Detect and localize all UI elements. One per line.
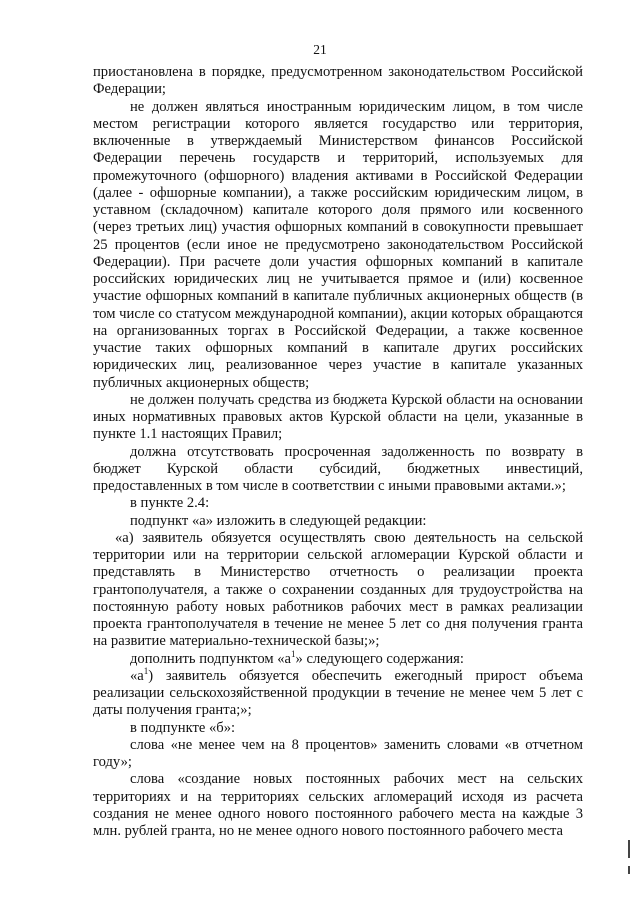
paragraph: не должен являться иностранным юридическим лицом, в том числе местом регистрации которого является государство или территория, включенные в утверждаемый Министерством финансов Российской Федерации перечень государств и территорий, используемых для промежуточного (офшорного) владения активами в Российской Федерации (далее - офшорные компании), а также российским юридическим лицом, в уставном (складочном) капитале которого доля прямого или косвенного (через третьих лиц) участия офшорных компаний в совокупности превышает 25 процентов (если иное не предусмотрено законодательством Российской Федерации). При расчете доли участия офшорных компаний в капитале российских юридических лиц не учитывается прямое и (или) косвенное участие офшорных компаний в капитале публичных акционерных обществ (в том числе со статусом международной компании), акции которых обращаются на организованных торгах в Российской Федерации, а также косвенное участие таких офшорных компаний в капитале других российских юридических лиц, реализованное через участие в капитале указанных публичных акционерных обществ; xyxy=(93,98,583,391)
paragraph: слова «не менее чем на 8 процентов» заменить словами «в отчетном году»; xyxy=(93,736,583,770)
paragraph: «$а^1$) заявитель обязуется обеспечить ежегодный прирост объема реализации сельскохозяйственной продукции в течение не менее чем 5 лет с даты получения гранта;»; xyxy=(93,665,583,719)
superscript-one: 1 xyxy=(143,665,149,676)
scan-edge-mark xyxy=(628,866,630,874)
paragraph: подпункт «а» изложить в следующей редакции: xyxy=(130,512,427,529)
scan-edge-mark xyxy=(628,840,630,858)
superscript-one: 1 xyxy=(291,648,296,659)
paragraph: дополнить подпунктом «$а^1$» следующего содержания: xyxy=(130,648,464,667)
paragraph: «а) заявитель обязуется осуществлять свою деятельность на сельской территории или на территории сельской агломерации Курской области и представлять в Министерство отчетность о реализации проекта грантополучателя, а также о сохранении созданных для трудоустройства на постоянную работу новых работников рабочих мест в рамках реализации проекта грантополучателя в течение не менее 5 лет со дня получения гранта на развитие материально-технической базы;»; xyxy=(93,529,583,650)
paragraph: слова «создание новых постоянных рабочих мест на сельских территориях и на территориях сельских агломераций исходя из расчета создания не менее одного нового постоянного рабочего места на каждые 3 млн. рублей гранта, но не менее одного нового постоянного рабочего места xyxy=(93,771,583,839)
page-number: 21 xyxy=(313,42,327,57)
paragraph: должна отсутствовать просроченная задолженность по возврату в бюджет Курской области субсидий, бюджетных инвестиций, предоставленных в том числе в соответствии с иными правовыми актами.»; xyxy=(93,443,583,494)
paragraph: в подпункте «б»: xyxy=(130,719,236,736)
paragraph: приостановлена в порядке, предусмотренном законодательством Российской Федерации; xyxy=(93,64,583,98)
paragraph: в пункте 2.4: xyxy=(130,495,210,512)
document-body xyxy=(93,64,583,840)
paragraph: не должен получать средства из бюджета Курской области на основании иных нормативных правовых актов Курской области на цели, указанные в пункте 1.1 настоящих Правил; xyxy=(93,391,583,443)
